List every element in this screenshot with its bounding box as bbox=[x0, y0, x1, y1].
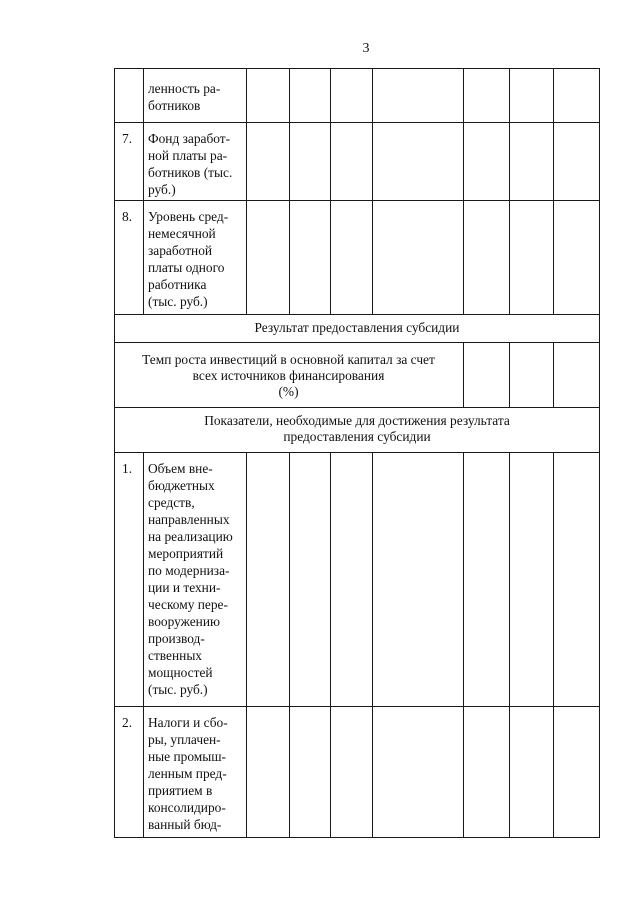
column-divider bbox=[553, 452, 554, 838]
column-divider bbox=[330, 68, 331, 314]
column-divider bbox=[330, 452, 331, 838]
row-divider bbox=[114, 342, 600, 343]
column-divider bbox=[289, 68, 290, 314]
row-divider bbox=[114, 122, 600, 123]
section-heading-result: Результат предоставления субсидии bbox=[254, 320, 460, 335]
row-divider bbox=[114, 407, 600, 408]
column-divider bbox=[463, 452, 464, 838]
row-number: 1. bbox=[122, 461, 133, 476]
row-label: Налоги и сбо- ры, уплачен- ные промыш- ленным пред- приятием в консолидиро- ванный бюд- bbox=[148, 715, 228, 832]
column-divider bbox=[463, 342, 464, 407]
column-divider bbox=[372, 452, 373, 838]
row-divider bbox=[114, 706, 600, 707]
column-divider bbox=[509, 452, 510, 838]
column-divider bbox=[289, 452, 290, 838]
row-label: Объем вне- бюджетных средств, направленных на реализацию мероприятий по модерниза- ции и техни- ческому пере- вооружению производ- ственных мощностей (тыс. руб.) bbox=[148, 461, 233, 697]
row-label: Уровень сред- немесячной заработной платы одного работника (тыс. руб.) bbox=[148, 209, 229, 309]
column-divider bbox=[509, 342, 510, 407]
row-number: 8. bbox=[122, 209, 133, 224]
row-number: 2. bbox=[122, 715, 133, 730]
column-divider bbox=[463, 68, 464, 314]
column-divider bbox=[246, 68, 247, 314]
column-divider bbox=[143, 452, 144, 838]
column-divider bbox=[553, 342, 554, 407]
column-divider bbox=[553, 68, 554, 314]
column-divider bbox=[509, 68, 510, 314]
column-divider bbox=[143, 68, 144, 314]
row-label: ленность ра- ботников bbox=[148, 81, 221, 113]
row-divider bbox=[114, 452, 600, 453]
row-number: 7. bbox=[122, 131, 133, 146]
column-divider bbox=[246, 452, 247, 838]
row-divider bbox=[114, 200, 600, 201]
column-divider bbox=[372, 68, 373, 314]
row-label: Фонд заработ- ной платы ра- ботников (тыс. руб.) bbox=[148, 131, 233, 197]
page-number: 3 bbox=[362, 41, 370, 56]
row-divider bbox=[114, 314, 600, 315]
